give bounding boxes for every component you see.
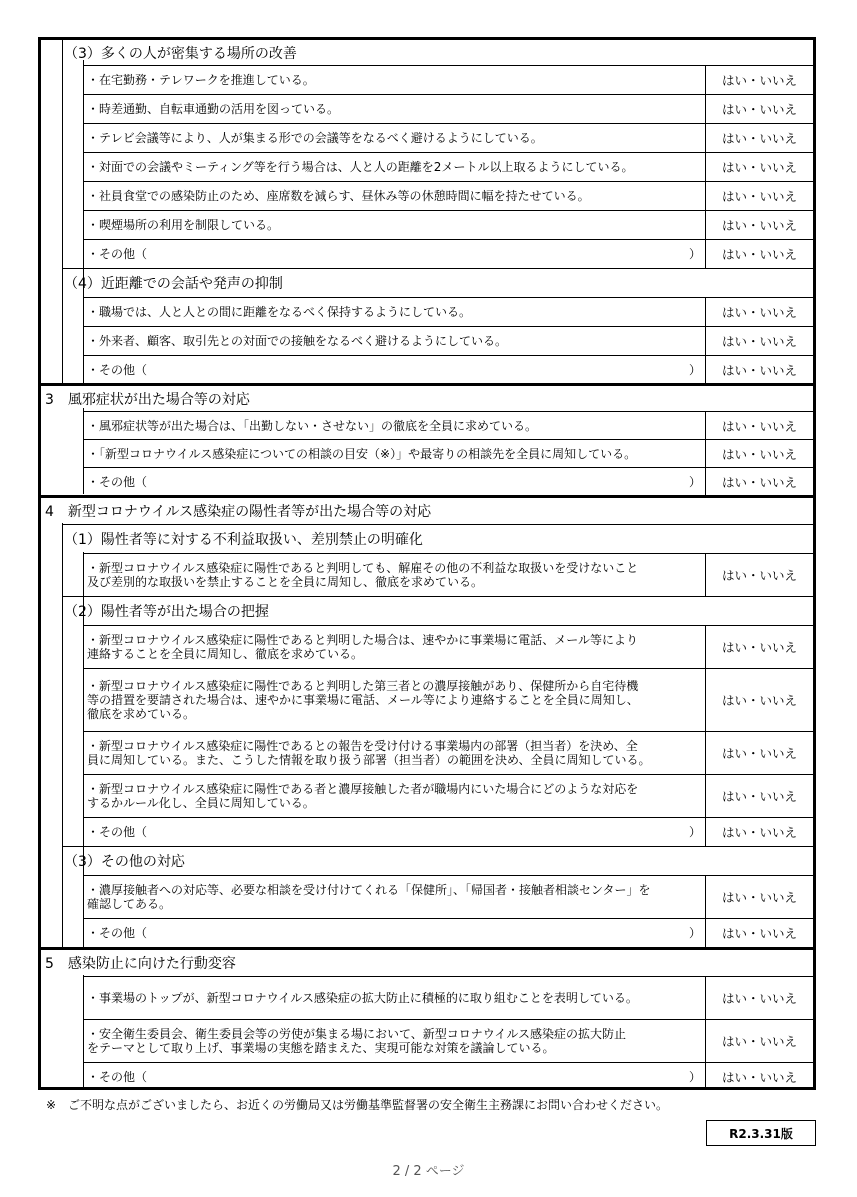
other-text[interactable]	[83, 818, 706, 846]
subsection-title: （3）多くの人が密集する場所の改善	[64, 45, 297, 62]
other-text[interactable]	[83, 1063, 706, 1090]
other-item	[83, 239, 813, 268]
version-badge: R2.3.31版	[706, 1120, 816, 1146]
yes-no-answer[interactable]: はい・いいえ	[721, 305, 797, 320]
yes-no-answer[interactable]: はい・いいえ	[721, 789, 797, 804]
check-item	[83, 326, 813, 355]
check-item-text: ・時差通勤、自転車通勤の活用を図っている。	[83, 95, 706, 123]
check-item-text: ・風邪症状等が出た場合は、「出勤しない・させない」の徹底を全員に求めている。	[83, 412, 706, 439]
check-item	[83, 297, 813, 326]
check-item-text: ・濃厚接触者への対応等、必要な相談を受け付けてくれる「保健所」、「帰国者・接触者相談センター」を 確認してある。	[83, 876, 706, 918]
check-item-text: ・安全衛生委員会、衛生委員会等の労使が集まる場において、新型コロナウイルス感染症の拡大防止 をテーマとして取り上げ、事業場の実態を踏まえた、実現可能な対策を議論している。	[83, 1020, 706, 1062]
section-title: 5 感染防止に向けた行動変容	[41, 947, 813, 976]
other-label: ・その他（	[87, 474, 148, 489]
check-item	[83, 411, 813, 439]
check-item-text: ・新型コロナウイルス感染症に陽性であると判明した第三者との濃厚接触があり、保健所から自宅待機 等の措置を要請された場合は、速やかに事業場に電話、メール等により連絡することを全員に周知し、 徹底を求めている。	[83, 669, 706, 731]
other-close: ）	[688, 474, 701, 489]
yes-no-answer[interactable]: はい・いいえ	[721, 446, 797, 462]
yes-no-answer[interactable]: はい・いいえ	[721, 1069, 797, 1085]
other-text[interactable]	[83, 356, 706, 383]
yes-no-answer[interactable]: はい・いいえ	[721, 890, 797, 905]
other-label: ・その他（	[87, 1069, 148, 1084]
other-close: ）	[688, 926, 701, 940]
check-item	[83, 731, 813, 774]
check-item	[83, 774, 813, 817]
check-item	[83, 152, 813, 181]
section-title: 3 風邪症状が出た場合等の対応	[41, 383, 813, 411]
check-item	[83, 976, 813, 1019]
other-item	[83, 467, 813, 495]
check-item	[83, 625, 813, 668]
yes-no-answer[interactable]: はい・いいえ	[721, 160, 797, 175]
indent-line	[62, 523, 63, 947]
yes-no-answer[interactable]: はい・いいえ	[721, 1034, 797, 1049]
check-item	[83, 210, 813, 239]
check-item	[83, 668, 813, 731]
other-close: ）	[688, 247, 701, 261]
yes-no-answer[interactable]: はい・いいえ	[721, 568, 797, 583]
indent-line	[62, 40, 63, 383]
other-close: ）	[688, 825, 701, 839]
other-text[interactable]	[83, 919, 706, 947]
yes-no-answer[interactable]: はい・いいえ	[721, 825, 797, 840]
other-item	[83, 918, 813, 947]
subsection-title: （1）陽性者等に対する不利益取扱い、差別禁止の明確化	[62, 524, 813, 553]
check-item-text: ・社員食堂での感染防止のため、座席数を減らす、昼休み等の休憩時間に幅を持たせている。	[83, 182, 706, 210]
section-title: 4 新型コロナウイルス感染症の陽性者等が出た場合等の対応	[41, 495, 813, 524]
check-item	[83, 1019, 813, 1062]
check-item	[83, 875, 813, 918]
other-close: ）	[688, 1069, 701, 1084]
other-label: ・その他（	[87, 825, 148, 839]
check-item-text: ・新型コロナウイルス感染症に陽性であると判明した場合は、速やかに事業場に電話、メール等により 連絡することを全員に周知し、徹底を求めている。	[83, 626, 706, 668]
other-item	[83, 1062, 813, 1090]
yes-no-answer[interactable]: はい・いいえ	[721, 131, 797, 146]
check-item-text: ・事業場のトップが、新型コロナウイルス感染症の拡大防止に積極的に取り組むことを表明している。	[83, 977, 706, 1019]
other-label: ・その他（	[87, 362, 148, 377]
subsection-title: （3）その他の対応	[62, 846, 813, 875]
yes-no-answer[interactable]: はい・いいえ	[721, 189, 797, 204]
subsection-title: （2）陽性者等が出た場合の把握	[62, 596, 813, 625]
yes-no-answer[interactable]: はい・いいえ	[721, 334, 797, 349]
check-item	[83, 181, 813, 210]
check-item-text: ・外来者、顧客、取引先との対面での接触をなるべく避けるようにしている。	[83, 327, 706, 355]
check-item	[83, 123, 813, 152]
other-item	[83, 355, 813, 383]
page-number: 2 / 2 ページ	[392, 1164, 465, 1179]
check-item-text: ・新型コロナウイルス感染症に陽性であるとの報告を受け付ける事業場内の部署（担当者）を決め、全 員に周知している。また、こうした情報を取り扱う部署（担当者）の範囲を決め、全員に周知している。	[83, 732, 706, 774]
yes-no-answer[interactable]: はい・いいえ	[721, 73, 797, 88]
yes-no-answer[interactable]: はい・いいえ	[721, 474, 797, 490]
other-text[interactable]	[83, 240, 706, 268]
yes-no-answer[interactable]: はい・いいえ	[721, 693, 797, 708]
other-close: ）	[688, 362, 701, 377]
yes-no-answer[interactable]: はい・いいえ	[721, 102, 797, 117]
check-item-text: ・新型コロナウイルス感染症に陽性である者と濃厚接触した者が職場内にいた場合にどのような対応を するかルール化し、全員に周知している。	[83, 775, 706, 817]
check-item-text: ・「新型コロナウイルス感染症についての相談の目安（※）」や最寄りの相談先を全員に周知している。	[83, 440, 706, 467]
check-item	[83, 94, 813, 123]
footnote: ※ ご不明な点がございましたら、お近くの労働局又は労働基準監督署の安全衛生主務課にお問い合わせください。	[46, 1098, 669, 1112]
check-item-text: ・新型コロナウイルス感染症に陽性であると判明しても、解雇その他の不利益な取扱いを受けないこと 及び差別的な取扱いを禁止することを全員に周知し、徹底を求めている。	[83, 554, 706, 596]
yes-no-answer[interactable]: はい・いいえ	[721, 926, 797, 941]
check-item-text: ・職場では、人と人との間に距離をなるべく保持するようにしている。	[83, 298, 706, 326]
check-item	[83, 65, 813, 94]
check-item	[83, 553, 813, 596]
yes-no-answer[interactable]: はい・いいえ	[721, 247, 797, 262]
other-item	[83, 817, 813, 846]
other-label: ・その他（	[87, 926, 148, 940]
check-item-text: ・在宅勤務・テレワークを推進している。	[83, 66, 706, 94]
check-item-text: ・喫煙場所の利用を制限している。	[83, 211, 706, 239]
subsection-title: （4）近距離での会話や発声の抑制	[62, 268, 813, 297]
yes-no-answer[interactable]: はい・いいえ	[721, 991, 797, 1006]
yes-no-answer[interactable]: はい・いいえ	[721, 640, 797, 655]
other-text[interactable]	[83, 468, 706, 495]
yes-no-answer[interactable]: はい・いいえ	[721, 746, 797, 761]
yes-no-answer[interactable]: はい・いいえ	[721, 418, 797, 434]
check-item-text: ・対面での会議やミーティング等を行う場合は、人と人の距離を2メートル以上取るようにしている。	[83, 153, 706, 181]
yes-no-answer[interactable]: はい・いいえ	[721, 362, 797, 378]
check-item	[83, 439, 813, 467]
other-label: ・その他（	[87, 247, 148, 261]
check-item-text: ・テレビ会議等により、人が集まる形での会議等をなるべく避けるようにしている。	[83, 124, 706, 152]
checklist-table	[38, 37, 816, 1090]
yes-no-answer[interactable]: はい・いいえ	[721, 218, 797, 233]
